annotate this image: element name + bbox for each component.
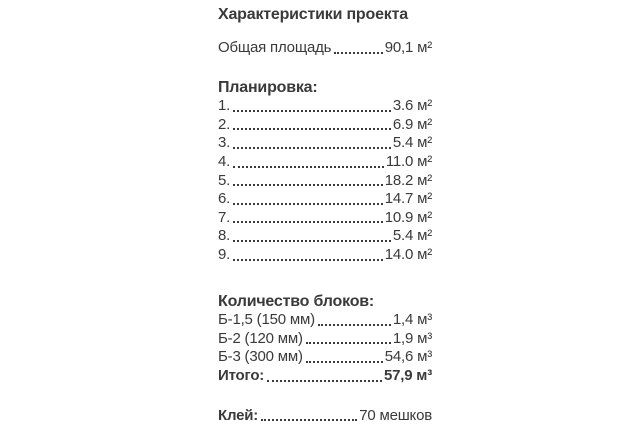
row-value: 6.9 м²: [392, 115, 432, 133]
dotted-leader: [261, 419, 357, 421]
row-value: 10.9 м²: [384, 208, 432, 226]
total-area-row: [218, 39, 432, 58]
glue-value: 70 мешков: [359, 406, 432, 424]
total-area-value: 90,1 м²: [384, 39, 432, 56]
row-label: 7.: [218, 208, 231, 226]
dotted-leader: [267, 380, 382, 382]
row-value: 5.4 м²: [392, 227, 432, 245]
row-value: 1,4 м³: [392, 311, 432, 329]
layout-section: [218, 79, 432, 265]
row-label: Б-3 (300 мм): [218, 348, 303, 366]
layout-heading: Планировка:: [218, 78, 318, 96]
layout-row: [218, 97, 432, 116]
layout-row: [218, 134, 432, 153]
row-label: Б-2 (120 мм): [218, 329, 303, 347]
row-label: 3.: [218, 134, 231, 152]
block-row: [218, 330, 432, 349]
row-label: 1.: [218, 97, 231, 115]
glue-row: [218, 407, 432, 426]
row-value: 1,9 м³: [392, 329, 432, 347]
row-value: 11.0 м²: [385, 152, 432, 170]
row-value: 18.2 м²: [384, 171, 432, 189]
dotted-leader: [233, 203, 383, 205]
layout-row: [218, 209, 432, 228]
row-value: 14.0 м²: [384, 245, 432, 263]
row-label: 6.: [218, 190, 231, 208]
row-value: 57,9 м³: [383, 366, 432, 384]
row-label: 2.: [218, 115, 231, 133]
layout-row: [218, 246, 432, 265]
dotted-leader: [233, 259, 383, 261]
total-area-label: Общая площадь: [218, 39, 332, 56]
row-label: Б-1,5 (150 мм): [218, 311, 315, 329]
row-label: 5.: [218, 171, 231, 189]
glue-label: Клей:: [218, 406, 259, 424]
layout-row: [218, 153, 432, 172]
page-title: Характеристики проекта: [218, 6, 408, 23]
row-label: Итого:: [218, 366, 265, 384]
layout-row: [218, 116, 432, 135]
row-label: 8.: [218, 227, 231, 245]
blocks-section: [218, 293, 432, 386]
dotted-leader: [233, 128, 391, 130]
layout-row: [218, 172, 432, 191]
layout-row: [218, 227, 432, 246]
block-row: [218, 348, 432, 367]
project-specs-panel: [218, 6, 432, 425]
layout-row: [218, 190, 432, 209]
dotted-leader: [334, 52, 382, 54]
row-value: 14.7 м²: [384, 190, 432, 208]
row-value: 5.4 м²: [392, 134, 432, 152]
dotted-leader: [233, 147, 391, 149]
dotted-leader: [233, 240, 391, 242]
dotted-leader: [306, 361, 383, 363]
dotted-leader: [233, 184, 383, 186]
block-row: [218, 311, 432, 330]
row-label: 4.: [218, 152, 231, 170]
row-value: 3.6 м²: [392, 97, 432, 115]
row-label: 9.: [218, 245, 231, 263]
dotted-leader: [318, 324, 391, 326]
dotted-leader: [233, 110, 391, 112]
dotted-leader: [233, 166, 384, 168]
dotted-leader: [306, 342, 391, 344]
blocks-total-row: [218, 367, 432, 386]
dotted-leader: [233, 221, 383, 223]
row-value: 54,6 м³: [384, 348, 432, 366]
blocks-heading: Количество блоков:: [218, 292, 375, 310]
